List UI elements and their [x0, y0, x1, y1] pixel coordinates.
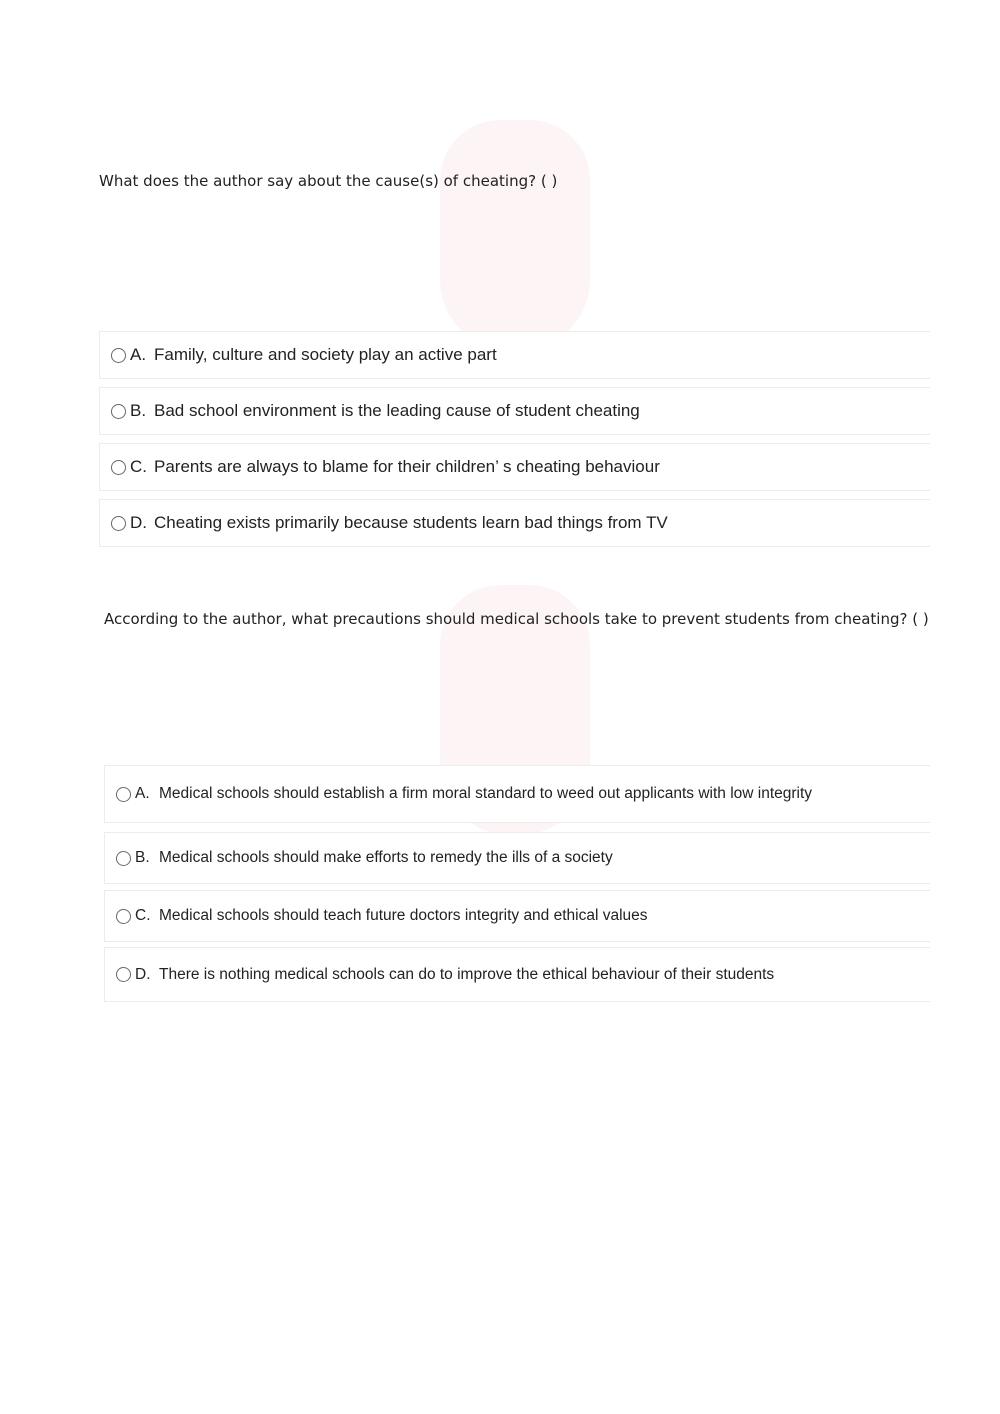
option-letter: B.	[135, 849, 150, 866]
question-2-option-d[interactable]	[104, 947, 930, 1002]
radio-button-icon[interactable]	[111, 348, 126, 363]
question-1-option-b[interactable]	[99, 387, 930, 435]
option-text: Medical schools should establish a firm moral standard to weed out applicants with low integrity	[159, 785, 813, 802]
radio-button-icon[interactable]	[111, 404, 126, 419]
question-1-option-c[interactable]	[99, 443, 930, 491]
option-text: There is nothing medical schools can do to improve the ethical behaviour of their students	[159, 965, 775, 983]
option-text: Parents are always to blame for their children’ s cheating behaviour	[154, 457, 660, 476]
radio-button-icon[interactable]	[116, 967, 131, 982]
radio-button-icon[interactable]	[116, 909, 131, 924]
option-text: Bad school environment is the leading cause of student cheating	[154, 401, 640, 420]
question-2-option-b[interactable]	[104, 832, 930, 884]
question-1-text: What does the author say about the cause(s) of cheating? ( )	[99, 172, 558, 190]
option-letter: A.	[135, 785, 150, 802]
option-text: Medical schools should make efforts to remedy the ills of a society	[159, 849, 613, 866]
option-letter: C.	[135, 907, 151, 924]
question-2-text: According to the author, what precautions should medical schools take to prevent students from cheating? ( )	[104, 610, 929, 628]
option-letter: D.	[135, 965, 151, 983]
question-1-option-d[interactable]	[99, 499, 930, 547]
question-1-option-a[interactable]	[99, 331, 930, 379]
radio-button-icon[interactable]	[111, 460, 126, 475]
option-letter: A.	[130, 345, 147, 364]
option-text: Cheating exists primarily because students learn bad things from TV	[154, 513, 668, 532]
option-letter: B.	[130, 401, 147, 420]
radio-button-icon[interactable]	[116, 851, 131, 866]
option-letter: D.	[130, 513, 147, 532]
option-text: Medical schools should teach future doctors integrity and ethical values	[159, 907, 648, 924]
watermark-seal	[440, 120, 590, 350]
option-letter: C.	[130, 457, 147, 476]
radio-button-icon[interactable]	[111, 516, 126, 531]
question-2-option-a[interactable]	[104, 765, 930, 823]
question-2-option-c[interactable]	[104, 890, 930, 942]
option-text: Family, culture and society play an active part	[154, 345, 497, 364]
radio-button-icon[interactable]	[116, 787, 131, 802]
